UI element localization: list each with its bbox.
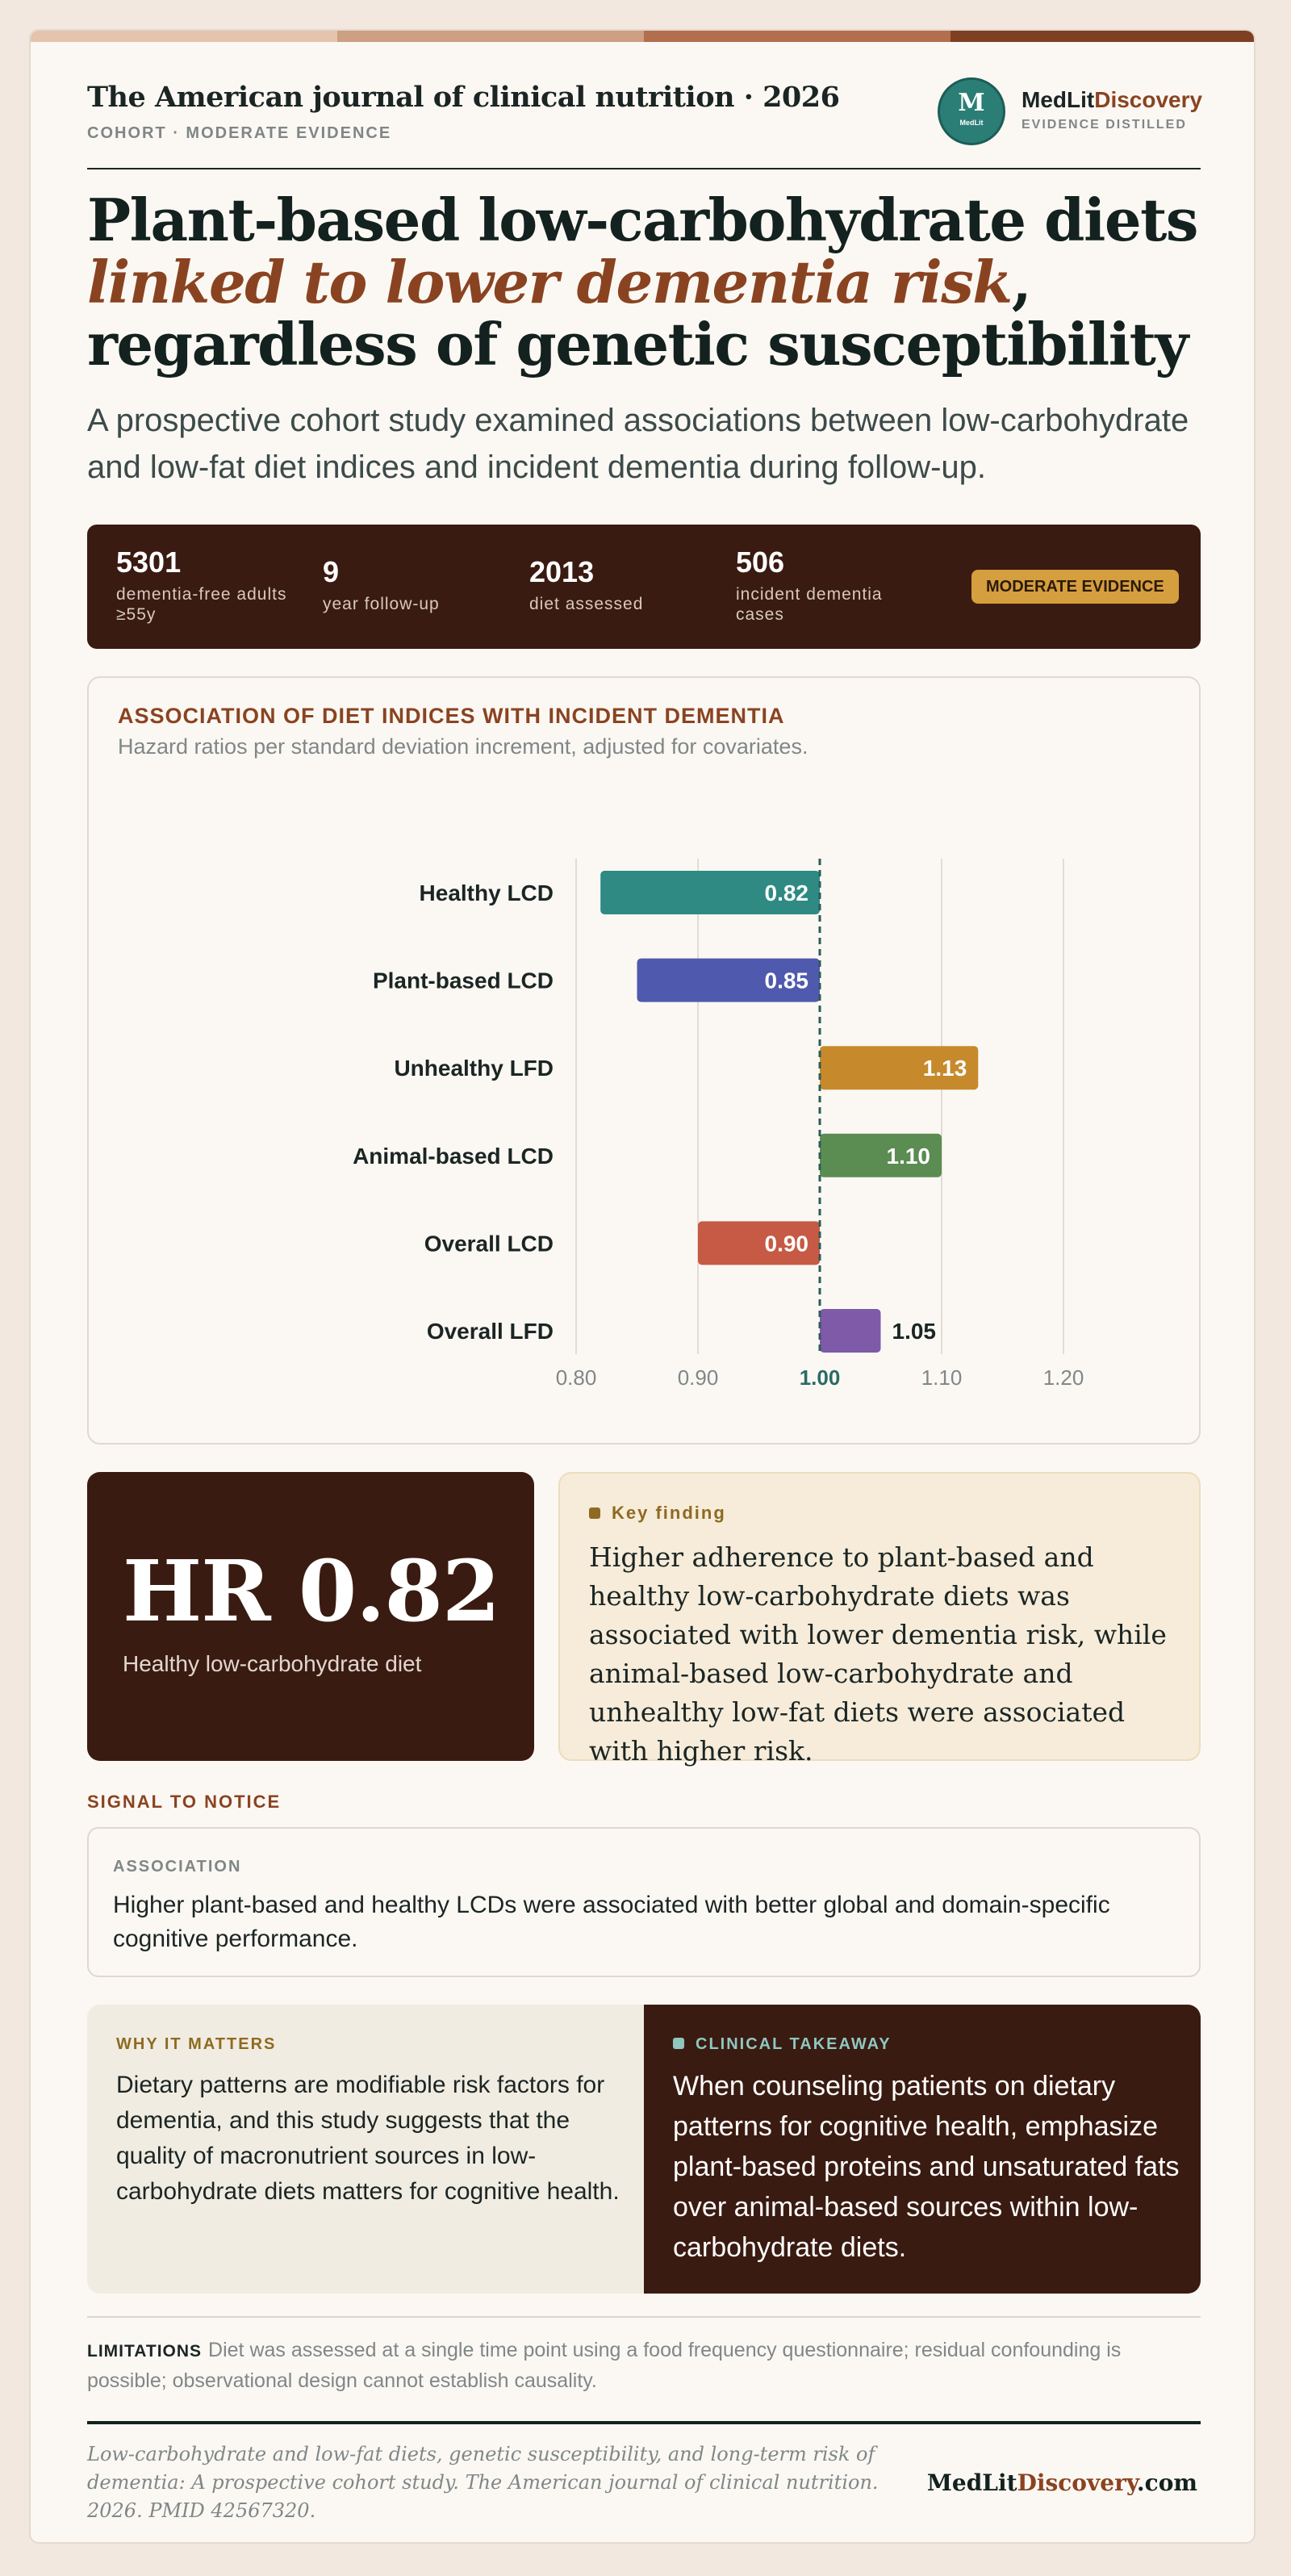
brand-name [1022,87,1202,113]
takeaway-heading [673,2035,892,2054]
category-label: Unhealthy LFD [394,1056,554,1081]
evidence-badge: MODERATE EVIDENCE [971,570,1179,604]
limitations-label: LIMITATIONS [87,2342,203,2361]
why-heading: WHY IT MATTERS [116,2035,277,2053]
stat-value: 5301 [116,546,182,579]
footer-divider [87,2421,1201,2424]
infographic-card [29,29,1255,2544]
limitations-divider [87,2316,1201,2318]
x-tick-label: 1.00 [799,1365,841,1390]
signal-label: SIGNAL TO NOTICE [87,1792,282,1812]
x-tick-label: 0.80 [555,1365,597,1390]
stat-label: year follow-up [323,595,440,613]
why-text: Dietary patterns are modifiable risk factors for dementia, and this study suggests that the quality of macronutrient sources in low-carbohydrate diets matters for cognitive health. [116,2072,620,2205]
dek-summary: A prospective cohort study examined associations between low-carbohydrate and low-fat diet indices and incident dementia during follow-up. [87,403,1189,485]
stat-label: dementia-free adults ≥55y [116,585,287,624]
stat-value: 506 [736,546,785,579]
clinical-takeaway-box [644,2005,1201,2294]
citation: Low-carbohydrate and low-fat diets, genetic susceptibility, and long-term risk of dementia: A prospective cohort study. The American journal of clinical nutrition. 2026. PMID 42567320. [87,2443,879,2522]
value-label: 1.13 [922,1056,967,1081]
chart-card [87,676,1201,1445]
hazard-ratio-chart [89,678,1202,1446]
brand-prefix: MedLit [1022,87,1095,112]
x-tick-label: 1.20 [1042,1365,1084,1390]
stat-diet-year [529,555,707,614]
header-divider [87,168,1201,169]
logo-text: MedLit [959,119,984,127]
limitations-text: Diet was assessed at a single time point using a food frequency questionnaire; residual confounding is possible; observational design cannot establish causality. [87,2339,1122,2392]
key-finding-heading [589,1503,726,1524]
takeaway-heading-text: CLINICAL TAKEAWAY [696,2035,892,2053]
headline-emphasis: linked to lower dementia risk [87,248,1012,316]
why-it-matters-box [87,2005,644,2294]
stat-value: 9 [323,555,340,588]
stat-value: 2013 [529,555,595,588]
study-type-label: COHORT · MODERATE EVIDENCE [87,124,392,142]
association-text: Higher plant-based and healthy LCDs were associated with better global and domain-specific cognitive performance. [113,1892,1110,1952]
stats-bar [87,525,1201,649]
takeaway-text: When counseling patients on dietary patterns for cognitive health, emphasize plant-based proteins and unsaturated fats over animal-based sources within low-carbohydrate diets. [673,2071,1180,2263]
hr-highlight-box [87,1472,534,1761]
hr-value: HR 0.82 [123,1541,500,1641]
chart-title: ASSOCIATION OF DIET INDICES WITH INCIDENT DEMENTIA [118,704,785,728]
square-bullet-icon [673,2038,684,2049]
association-heading: ASSOCIATION [113,1858,242,1876]
top-bar-segment-3 [644,31,950,42]
logo-letter: M [958,89,985,117]
value-label: 0.82 [764,880,808,905]
key-finding-box [558,1472,1201,1767]
association-box [87,1827,1201,1977]
chart-subtitle: Hazard ratios per standard deviation increment, adjusted for covariates. [118,734,808,759]
value-label: 1.05 [892,1319,936,1344]
top-color-bar [31,31,1255,42]
journal-title: The American journal of clinical nutrition · 2026 [87,81,840,114]
headline-part2: , regardless of genetic susceptibility [87,248,1188,378]
value-label: 0.85 [764,968,808,993]
footer-brand-accent: Discovery [1017,2469,1137,2496]
top-bar-segment-2 [337,31,644,42]
category-label: Overall LCD [424,1231,554,1257]
bar [820,1309,881,1353]
category-label: Animal-based LCD [353,1143,554,1169]
stat-label: incident dementia cases [736,585,883,624]
footer-brand [927,2469,1197,2496]
top-bar-segment-4 [950,31,1255,42]
category-label: Plant-based LCD [372,968,554,993]
medlit-logo-icon [938,77,1005,145]
stat-follow-up [323,555,500,614]
stat-label: diet assessed [529,595,644,613]
key-finding-text: Higher adherence to plant-based and healthy low-carbohydrate diets was associated with lower dementia risk, while animal-based low-carbohydrate and unhealthy low-fat diets were associated with higher risk. [589,1541,1167,1767]
stat-cases [736,546,930,625]
footer-brand-prefix: MedLit [926,2469,1017,2496]
brand-tagline: EVIDENCE DISTILLED [1022,118,1187,132]
category-label: Healthy LCD [419,880,554,905]
value-label: 0.90 [764,1231,808,1257]
value-label: 1.10 [886,1143,930,1169]
brand-suffix: Discovery [1094,87,1203,112]
limitations [87,2336,1201,2396]
stat-participants [116,546,294,625]
hr-label: Healthy low-carbohydrate diet [123,1651,422,1676]
key-finding-heading-text: Key finding [612,1503,726,1523]
top-bar-segment-1 [31,31,337,42]
square-bullet-icon [589,1508,600,1519]
x-tick-label: 0.90 [677,1365,719,1390]
headline [87,186,1217,378]
headline-part1: Plant-based low-carbohydrate diets [87,186,1197,254]
x-tick-label: 1.10 [921,1365,963,1390]
footer-brand-suffix: .com [1136,2469,1197,2496]
category-label: Overall LFD [426,1319,554,1344]
